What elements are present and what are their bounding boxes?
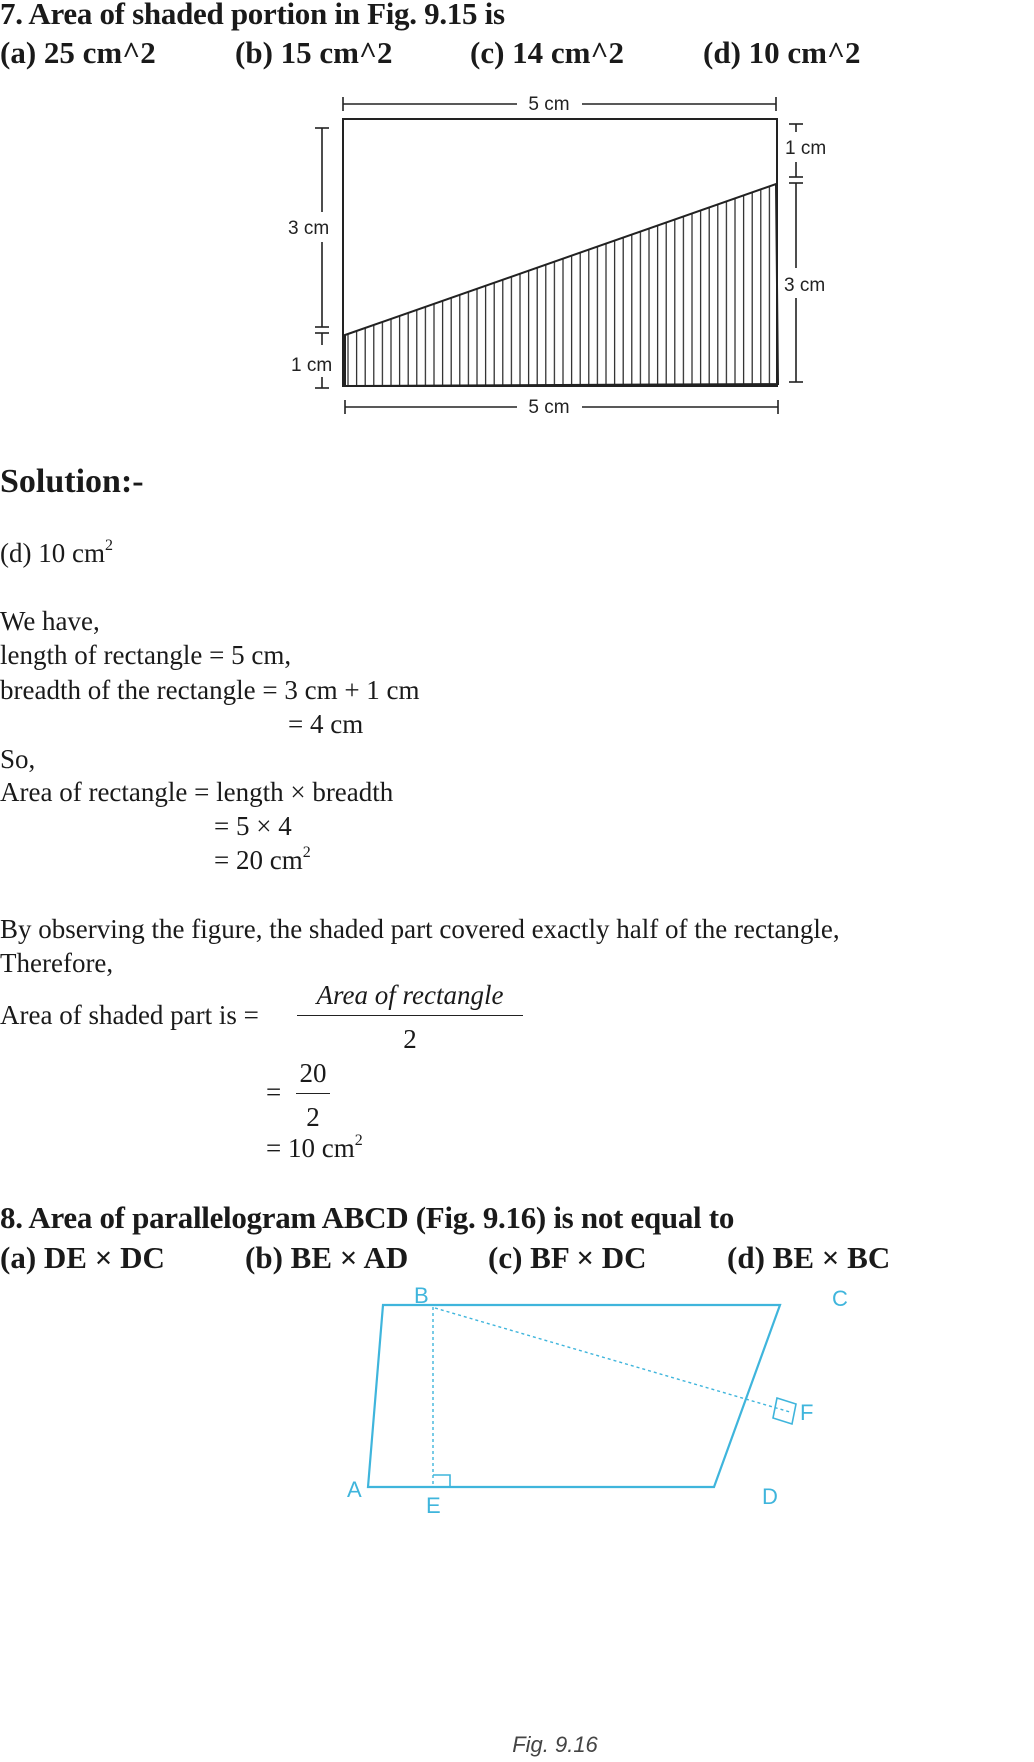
- shaded-area-label: Area of shaded part is =: [0, 1000, 259, 1030]
- observation-line: By observing the figure, the shaded part covered exactly half of the rectangle,: [0, 914, 840, 944]
- area-result-line: = 20 $cm^2$: [214, 844, 311, 875]
- svg-text:5 cm: 5 cm: [528, 94, 570, 115]
- q7-option-b: (b) 15 cm^2: [235, 35, 393, 70]
- svg-text:A: A: [347, 1477, 362, 1502]
- q8-option-b: (b) BE × AD: [245, 1240, 409, 1275]
- q7-option-a: (a) 25 cm^2: [0, 35, 156, 70]
- parallelogram-abcd: [368, 1305, 780, 1487]
- height-bf: [435, 1308, 790, 1412]
- svg-text:5 cm: 5 cm: [528, 397, 570, 418]
- equals-sign: =: [266, 1077, 282, 1107]
- fraction-20-over-2: 20 2: [296, 1058, 330, 1133]
- breadth-line: breadth of the rectangle = 3 cm + 1 cm: [0, 675, 420, 705]
- question-7-title: 7. Area of shaded portion in Fig. 9.15 is: [0, 0, 505, 31]
- q8-option-d: (d) BE × BC: [727, 1240, 891, 1275]
- svg-text:B: B: [414, 1283, 429, 1308]
- right-angle-f: [773, 1398, 796, 1424]
- svg-text:3 cm: 3 cm: [288, 218, 330, 239]
- svg-text:E: E: [426, 1493, 441, 1518]
- svg-text:1 cm: 1 cm: [785, 138, 827, 159]
- fraction-area-over-2: Area of rectangle 2: [297, 980, 523, 1055]
- svg-text:F: F: [800, 1400, 814, 1425]
- question-8-title: 8. Area of parallelogram ABCD (Fig. 9.16) is not equal to: [0, 1200, 735, 1235]
- area-formula-line: Area of rectangle = length × breadth: [0, 777, 394, 807]
- we-have-line: We have,: [0, 606, 100, 636]
- length-line: length of rectangle = 5 cm,: [0, 640, 292, 670]
- answer-line: (d) 10 $cm^2$: [0, 537, 113, 568]
- so-line: So,: [0, 744, 36, 774]
- final-result-line: = 10 $cm^2$: [266, 1132, 363, 1163]
- area-step-line: = 5 × 4: [214, 811, 292, 841]
- therefore-line: Therefore,: [0, 948, 114, 978]
- solution-heading: Solution:-: [0, 463, 144, 500]
- q8-option-a: (a) DE × DC: [0, 1240, 165, 1275]
- svg-text:D: D: [762, 1484, 778, 1509]
- svg-text:1 cm: 1 cm: [291, 355, 333, 376]
- svg-text:C: C: [832, 1286, 848, 1311]
- q7-option-c: (c) 14 cm^2: [470, 35, 625, 70]
- q8-option-c: (c) BF × DC: [488, 1240, 647, 1275]
- q7-option-d: (d) 10 cm^2: [703, 35, 861, 70]
- svg-text:3 cm: 3 cm: [784, 275, 826, 296]
- figure-caption: Fig. 9.16: [512, 1732, 598, 1757]
- breadth-result-line: = 4 cm: [288, 709, 364, 739]
- right-angle-e: [433, 1475, 450, 1487]
